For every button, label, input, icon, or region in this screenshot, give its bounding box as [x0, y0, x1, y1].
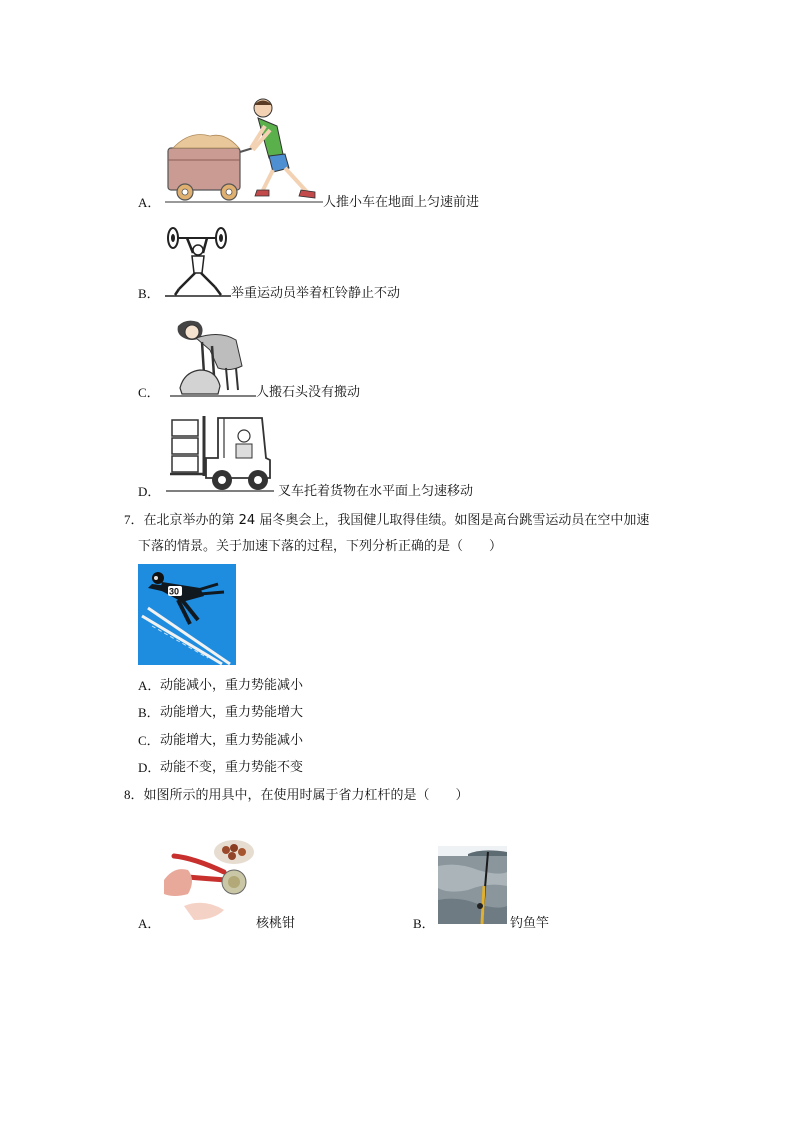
- q7-option-b-letter: B．: [138, 705, 160, 720]
- fishing-rod-figure: [438, 846, 507, 924]
- nutcracker-figure: [164, 836, 254, 922]
- q6-option-c-text: 人搬石头没有搬动: [256, 385, 361, 400]
- ski-bib-number: 30: [169, 586, 180, 597]
- q8-number: 8．: [124, 787, 144, 802]
- q6-option-b-letter: B．: [138, 286, 160, 301]
- q6-option-c-letter: C．: [138, 385, 160, 400]
- person-lifting-stone-figure: [170, 316, 256, 400]
- q7-option-c-text: 动能增大，重力势能减小: [160, 733, 304, 748]
- q7-stem-line2: 下落的情景。关于加速下落的过程，下列分析正确的是（ ）: [138, 539, 503, 554]
- weightlifter-figure: [165, 223, 231, 299]
- q6-option-a-letter: A．: [138, 195, 161, 210]
- forklift-figure: [166, 414, 274, 494]
- q7-option-a-letter: A．: [138, 678, 161, 693]
- q7-option-d-text: 动能不变，重力势能不变: [160, 760, 304, 775]
- q8-stem: [124, 786, 469, 805]
- q8-option-b-letter: B．: [413, 916, 435, 931]
- q7-stem-text: 在北京举办的第 24 届冬奥会上，我国健儿取得佳绩。如图是高台跳雪运动员在空中加速: [143, 513, 650, 528]
- q6-option-b-text: 举重运动员举着杠铃静止不动: [231, 286, 401, 301]
- person-pushing-cart-figure: [165, 96, 323, 206]
- q7-option-c-letter: C．: [138, 733, 160, 748]
- q8-option-b-text: 钓鱼竿: [510, 916, 550, 931]
- q8-stem-text: 如图所示的用具中，在使用时属于省力杠杆的是（ ）: [143, 788, 469, 803]
- ski-jumper-figure: [138, 564, 236, 665]
- q6-option-d-text: 叉车托着货物在水平面上匀速移动: [278, 484, 474, 499]
- q8-option-a-letter: A．: [138, 916, 161, 931]
- q6-option-d-letter: D．: [138, 484, 161, 499]
- q7-number: 7．: [124, 512, 144, 527]
- q7-option-b-text: 动能增大，重力势能增大: [160, 705, 304, 720]
- q7-option-d-letter: D．: [138, 760, 161, 775]
- q7-option-a-text: 动能减小，重力势能减小: [160, 678, 304, 693]
- q7-stem-line1: [124, 511, 649, 530]
- q8-option-a-text: 核桃钳: [256, 916, 296, 931]
- q6-option-a-text: 人推小车在地面上匀速前进: [323, 195, 480, 210]
